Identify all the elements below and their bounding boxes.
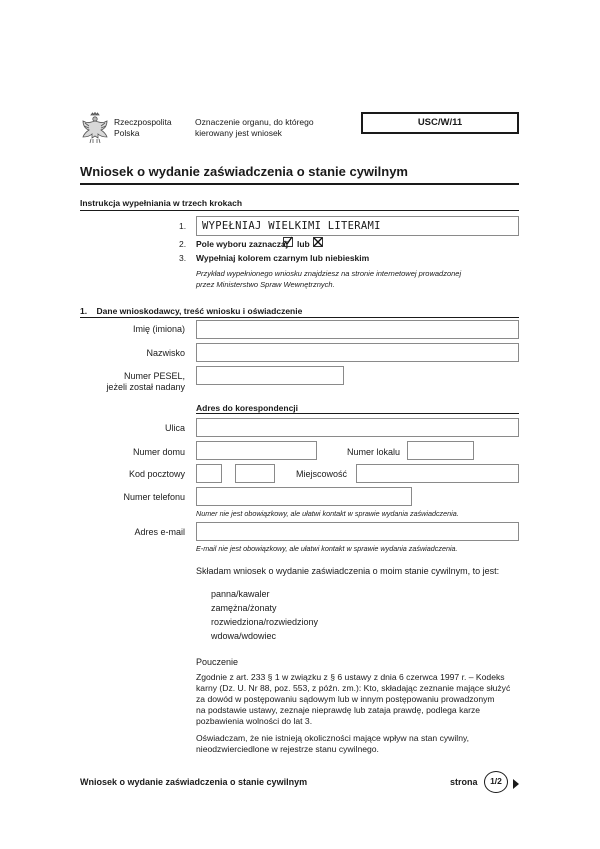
instructions-divider [80,210,519,211]
example-note-line1: Przykład wypełnionego wniosku znajdziesz na stronie internetowej prowadzonej [196,269,462,278]
form-code-box [361,112,519,134]
step1-example-text: WYPEŁNIAJ WIELKIMI LITERAMI [202,220,381,232]
footer-title: Wniosek o wydanie zaświadczenia o stanie cywilnym [80,777,308,787]
street-label: Ulica [164,423,185,433]
step2-or: lub [297,239,310,249]
instruction-line-3: za dowód w postępowaniu sądowym lub w innym postępowaniu prowadzonym [196,694,495,704]
declaration-text [196,733,469,755]
form-code: USC/W/11 [417,117,463,128]
address-divider [196,413,519,414]
declaration-line-1: Oświadczam, że nie istnieją okoliczności mające wpływ na stan cywilny, [196,733,470,743]
last-name-label: Nazwisko [146,348,185,358]
flat-number-field[interactable] [407,441,474,460]
step2-text: Pole wyboru zaznaczaj [196,239,289,249]
email-note: E-mail nie jest obowiązkowy, ale ułatwi kontakt w sprawie wydania zaświadczenia. [196,544,458,553]
instruction-line-4: na podstawie ustawy, zeznaje nieprawdę lub zataja prawdę, podlega karze [196,705,481,715]
example-note-line2: przez Ministerstwo Spraw Wewnętrznych. [196,280,335,289]
declaration-line-2: nieodzwierciedlone w rejestrze stanu cywilnego. [196,744,379,754]
option-single[interactable]: panna/kawaler [211,589,270,599]
page-number: 1/2 [490,776,502,786]
instruction-line-1: Zgodnie z art. 233 § 1 w związku z § 6 ustawy z dnia 6 czerwca 1997 r. – Kodeks [196,672,505,682]
email-field[interactable] [196,522,519,541]
house-number-field[interactable] [196,441,317,460]
postal-code-label: Kod pocztowy [128,469,185,479]
country-name-line1: Rzeczpospolita [114,117,172,127]
postal-code-part2-field[interactable] [235,464,275,483]
polish-eagle-emblem [80,112,110,144]
house-number-label: Numer domu [132,447,185,457]
instruction-text [196,672,510,727]
step3-number: 3. [179,253,187,263]
phone-field[interactable] [196,487,412,506]
step2-number: 2. [179,239,187,249]
page-indicator [484,771,508,793]
instruction-line-5: pozbawienia wolności do lat 3. [196,716,313,726]
phone-note: Numer nie jest obowiązkowy, ale ułatwi kontakt w sprawie wydania zaświadczenia. [196,509,459,518]
street-field[interactable] [196,418,519,437]
pesel-label-line1: Numer PESEL, [123,371,185,381]
checkmark-example-icon [283,237,293,247]
flat-number-label: Numer lokalu [346,447,400,457]
option-married[interactable]: zamężna/żonaty [211,603,277,613]
cross-example-icon [313,237,323,247]
first-name-field[interactable] [196,320,519,339]
country-name-line2: Polska [114,128,140,138]
city-field[interactable] [356,464,519,483]
instructions-heading: Instrukcja wypełniania w trzech krokach [80,198,243,208]
last-name-field[interactable] [196,343,519,362]
city-label: Miejscowość [295,469,347,479]
email-label: Adres e-mail [134,527,185,537]
organ-label-line2: kierowany jest wniosek [195,128,282,138]
page-title: Wniosek o wydanie zaświadczenia o stanie cywilnym [80,164,408,179]
address-heading: Adres do korespondencji [196,403,299,413]
section1-heading: 1. Dane wnioskodawcy, treść wniosku i oświadczenie [80,306,303,316]
instruction-line-2: karny (Dz. U. Nr 88, poz. 553, z późn. zm.): Kto, składając zeznanie mające służyć [196,683,511,693]
step1-example-box [196,216,519,236]
option-divorced[interactable]: rozwiedziona/rozwiedziony [211,617,319,627]
step3-text: Wypełniaj kolorem czarnym lub niebieskim [196,253,370,263]
first-name-label: Imię (imiona) [132,324,185,334]
postal-code-part1-field[interactable] [196,464,222,483]
pesel-label-line2: jeżeli został nadany [106,382,185,392]
step1-number: 1. [179,221,187,231]
request-text: Składam wniosek o wydanie zaświadczenia o moim stanie cywilnym, to jest: [196,566,500,576]
title-divider [80,183,519,185]
instruction-heading: Pouczenie [196,657,239,667]
phone-label: Numer telefonu [123,492,185,502]
pesel-field[interactable] [196,366,344,385]
section1-divider [80,317,519,318]
triangle-right-icon[interactable] [512,776,520,786]
option-widowed[interactable]: wdowa/wdowiec [211,631,277,641]
page-label: strona [450,777,478,787]
organ-label-line1: Oznaczenie organu, do którego [195,117,314,127]
